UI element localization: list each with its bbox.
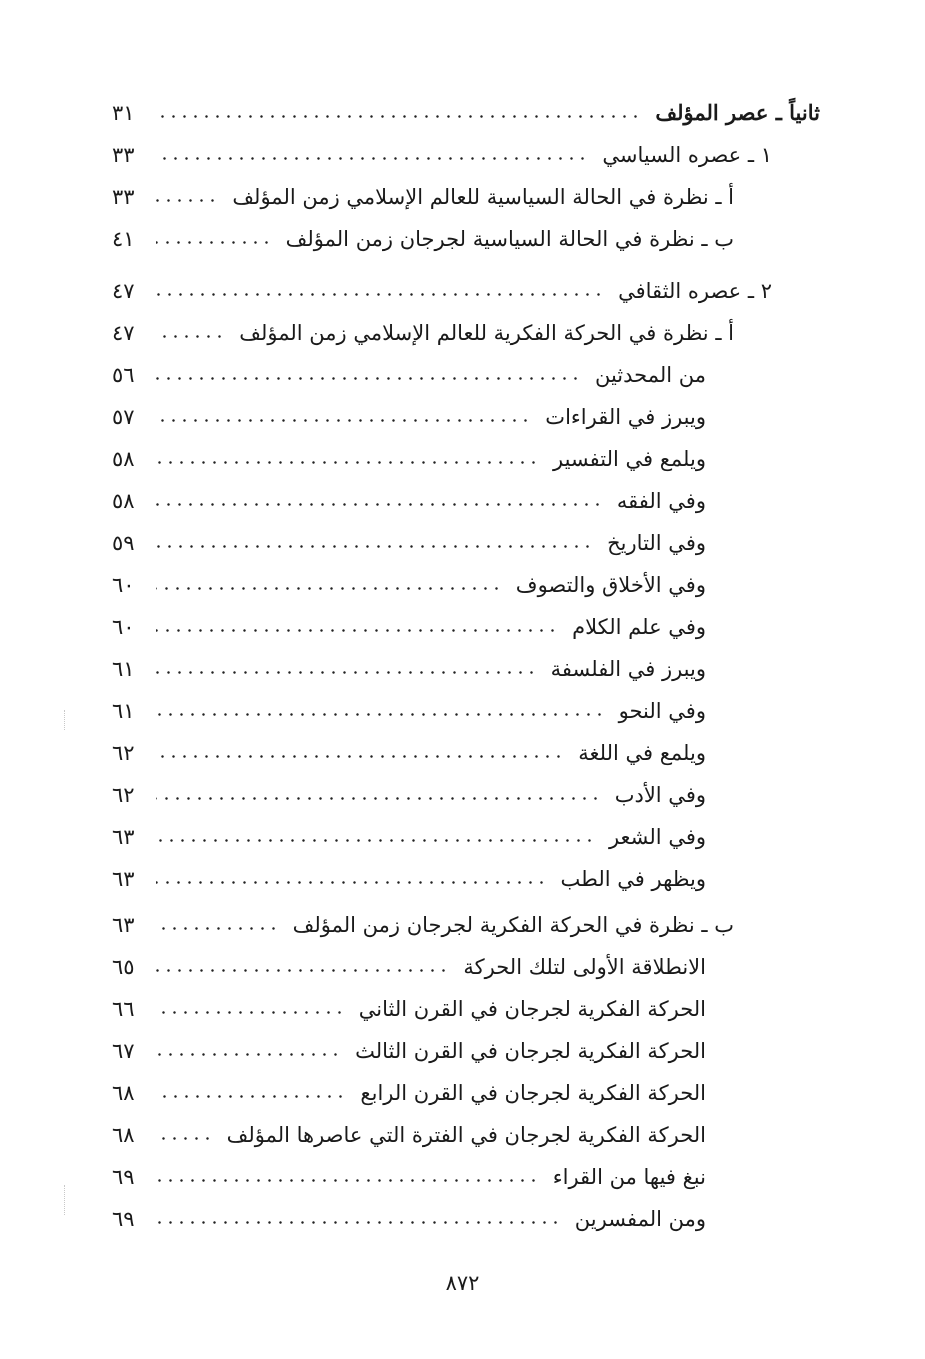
leader-dots [156, 881, 547, 884]
toc-entry [112, 778, 820, 812]
toc-entry-title: وفي الأخلاق والتصوف [506, 568, 706, 602]
toc-entry-page: ٦٢ [112, 783, 135, 807]
leader-dots [156, 1221, 561, 1224]
toc-entry-page: ٣٣ [112, 143, 135, 167]
toc-entry-title: وفي الشعر [599, 820, 706, 854]
toc-entry-page: ٣١ [112, 101, 135, 125]
toc-entry [112, 1034, 820, 1068]
leader-dots [156, 839, 595, 842]
toc-entry [112, 138, 820, 172]
toc-entry [112, 1118, 820, 1152]
toc-entry [112, 568, 820, 602]
leader-dots [156, 157, 588, 160]
toc-entry-page: ٥٧ [112, 405, 135, 429]
toc-entry-title: ١ ـ عصره السياسي [592, 138, 772, 172]
toc-entry-page: ٦٣ [112, 913, 135, 937]
toc-entry-title: ٢ ـ عصره الثقافي [608, 274, 772, 308]
toc-entry-title: ب ـ نظرة في الحركة الفكرية لجرجان زمن المؤلف [283, 908, 734, 942]
leader-dots [156, 115, 641, 118]
toc-entry-page: ٦٦ [112, 997, 135, 1021]
toc-entry-page: ٦٥ [112, 955, 135, 979]
leader-dots [156, 419, 531, 422]
leader-dots [156, 797, 601, 800]
toc-entry-page: ٦١ [112, 699, 135, 723]
leader-dots [156, 1095, 346, 1098]
toc-entry-page: ٦٢ [112, 741, 135, 765]
toc-entry [112, 316, 820, 350]
leader-dots [156, 671, 537, 674]
leader-dots [156, 713, 605, 716]
toc-entry-page: ٤٧ [112, 321, 135, 345]
toc-entry-title: أ ـ نظرة في الحالة السياسية للعالم الإسلامي زمن المؤلف [222, 180, 734, 214]
toc-entry [112, 694, 820, 728]
toc-entry-page: ٤١ [112, 227, 135, 251]
toc-entry [112, 1076, 820, 1110]
toc-entry-page: ٦٣ [112, 825, 135, 849]
toc-entry-page: ٥٦ [112, 363, 135, 387]
leader-dots [156, 587, 502, 590]
toc-entry-title: الانطلاقة الأولى لتلك الحركة [453, 950, 706, 984]
toc-entry-title: نبغ فيها من القراء [543, 1160, 706, 1194]
leader-dots [156, 335, 225, 338]
toc-entry [112, 358, 820, 392]
toc-entry-title: ويلمع في التفسير [543, 442, 706, 476]
toc-entry-page: ٦٨ [112, 1123, 135, 1147]
leader-dots [156, 503, 603, 506]
toc-entry-title: الحركة الفكرية لجرجان في القرن الرابع [350, 1076, 706, 1110]
leader-dots [156, 461, 539, 464]
margin-mark [64, 1185, 67, 1215]
toc-entry-title: وفي النحو [609, 694, 706, 728]
toc-entry-page: ٦٣ [112, 867, 135, 891]
toc-entry-title: الحركة الفكرية لجرجان في القرن الثالث [345, 1034, 706, 1068]
leader-dots [156, 969, 449, 972]
toc-entry-page: ٣٣ [112, 185, 135, 209]
toc-entry [112, 652, 820, 686]
toc-entry [112, 222, 820, 256]
toc-entry-page: ٦١ [112, 657, 135, 681]
toc-entry-page: ٦٠ [112, 573, 135, 597]
toc-entry [112, 862, 820, 896]
toc-entry [112, 950, 820, 984]
toc-entry [112, 96, 820, 130]
leader-dots [156, 755, 564, 758]
toc-entry-title: ويبرز في الفلسفة [541, 652, 706, 686]
toc-entry-page: ٦٧ [112, 1039, 135, 1063]
leader-dots [156, 1011, 345, 1014]
toc-entry-title: الحركة الفكرية لجرجان في القرن الثاني [349, 992, 706, 1026]
leader-dots [156, 1137, 213, 1140]
toc-entry-title: وفي التاريخ [597, 526, 706, 560]
toc-entry-page: ٦٨ [112, 1081, 135, 1105]
toc-entry-title: ويظهر في الطب [551, 862, 706, 896]
leader-dots [156, 927, 279, 930]
toc-entry [112, 180, 820, 214]
toc-entry [112, 820, 820, 854]
toc-entry-page: ٦٠ [112, 615, 135, 639]
leader-dots [156, 1179, 539, 1182]
leader-dots [156, 1053, 341, 1056]
toc-entry-page: ٥٨ [112, 447, 135, 471]
toc-entry-title: الحركة الفكرية لجرجان في الفترة التي عاصرها المؤلف [217, 1118, 706, 1152]
toc-entry-title: ويبرز في القراءات [535, 400, 706, 434]
toc-entry [112, 736, 820, 770]
toc-entry-title: ومن المفسرين [565, 1202, 706, 1236]
toc-entry [112, 484, 820, 518]
toc-entry-title: وفي الأدب [605, 778, 706, 812]
toc-entry-page: ٦٩ [112, 1207, 135, 1231]
toc-entry [112, 992, 820, 1026]
toc-entry [112, 274, 820, 308]
margin-mark [64, 710, 67, 730]
leader-dots [156, 377, 581, 380]
toc-entry-title: أ ـ نظرة في الحركة الفكرية للعالم الإسلامي زمن المؤلف [229, 316, 734, 350]
page-number: ٨٧٢ [445, 1271, 480, 1295]
toc-entry-title: وفي علم الكلام [562, 610, 706, 644]
toc-entry-page: ٦٩ [112, 1165, 135, 1189]
toc-entry [112, 526, 820, 560]
leader-dots [156, 241, 272, 244]
leader-dots [156, 293, 604, 296]
toc-entry-title: ويلمع في اللغة [568, 736, 706, 770]
toc-entry [112, 908, 820, 942]
leader-dots [156, 629, 558, 632]
leader-dots [156, 545, 593, 548]
toc-entry-page: ٥٨ [112, 489, 135, 513]
toc-entry-title: ب ـ نظرة في الحالة السياسية لجرجان زمن المؤلف [276, 222, 734, 256]
toc-entry [112, 1160, 820, 1194]
toc-entry-title: ثانياً ـ عصر المؤلف [645, 96, 820, 130]
toc-entry-title: من المحدثين [585, 358, 706, 392]
toc-entry-title: وفي الفقه [607, 484, 706, 518]
toc-entry [112, 442, 820, 476]
leader-dots [156, 199, 218, 202]
toc-entry-page: ٥٩ [112, 531, 135, 555]
toc-entry [112, 610, 820, 644]
toc-entry [112, 400, 820, 434]
toc-entry [112, 1202, 820, 1236]
toc-entry-page: ٤٧ [112, 279, 135, 303]
